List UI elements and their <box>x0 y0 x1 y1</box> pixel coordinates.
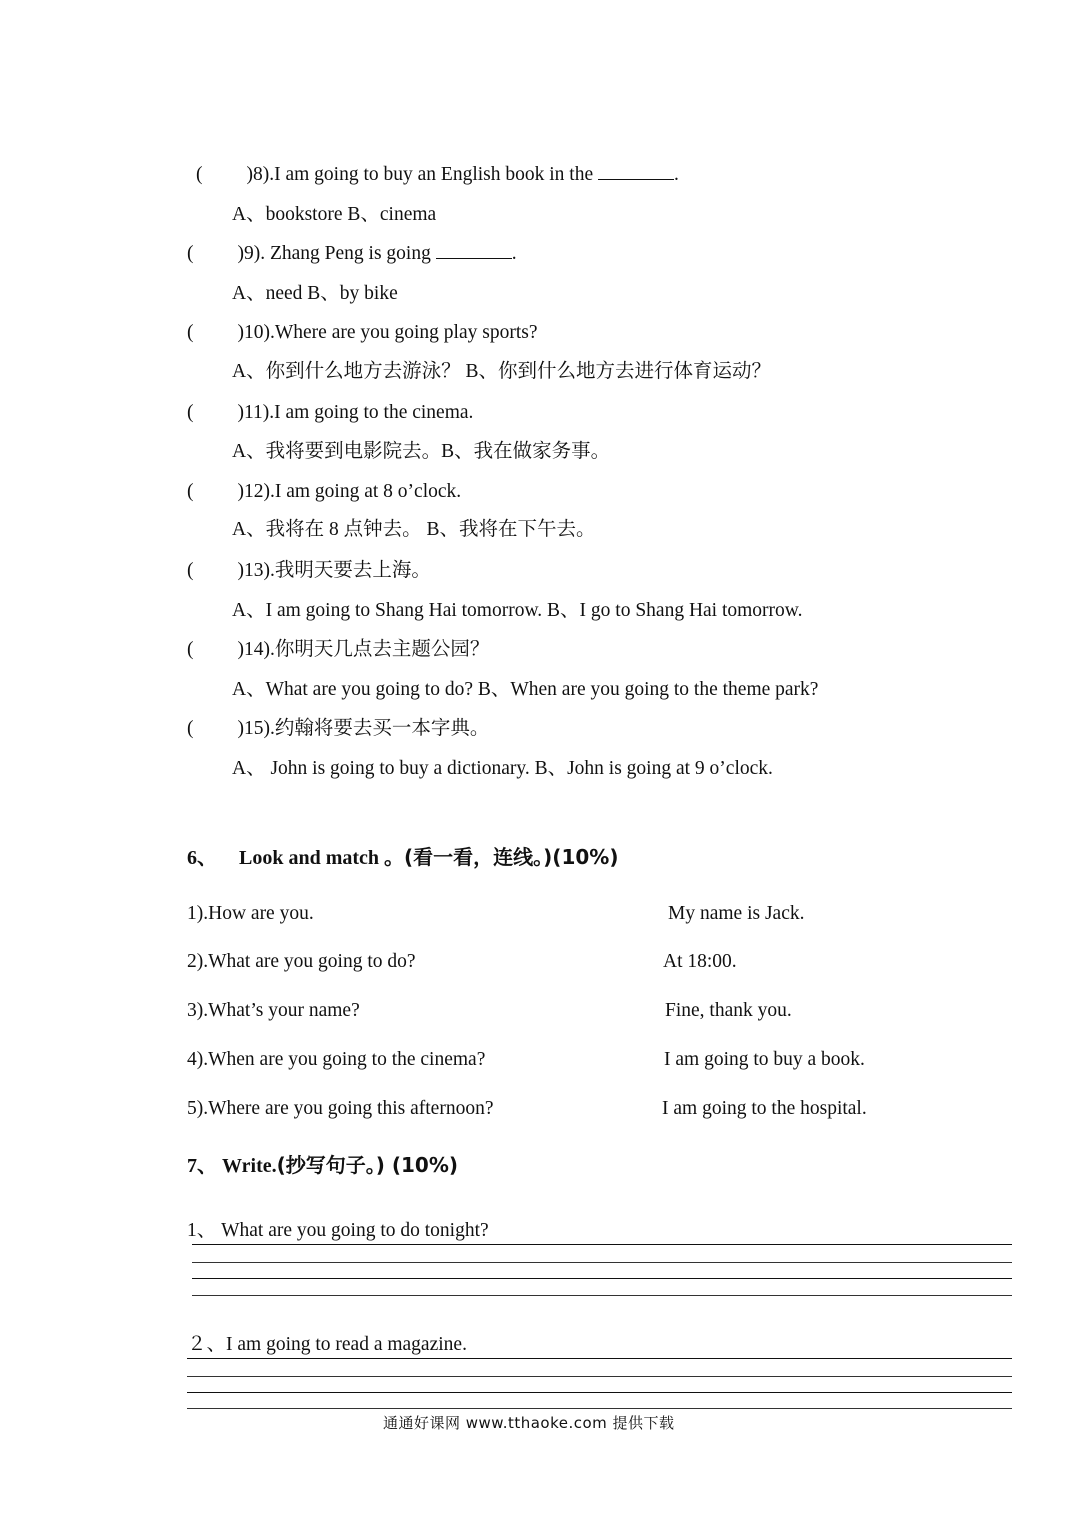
question-10 <box>187 321 537 345</box>
question-tail: . <box>511 243 517 264</box>
writing-line[interactable] <box>192 1295 1012 1296</box>
answer-paren[interactable]: ( <box>187 560 194 581</box>
section-title-cn: (抄写句子。) (10%) <box>276 1153 459 1177</box>
options-14: A、What are you going to do? B、When are you going to the theme park? <box>232 679 819 700</box>
writing-line[interactable] <box>187 1408 1012 1409</box>
match-left-5[interactable]: 5).Where are you going this afternoon? <box>187 1098 494 1119</box>
section-title-en: Look and match <box>239 847 380 869</box>
section-7-title <box>187 1152 458 1179</box>
question-text: )8).I am going to buy an English book in the <box>246 164 594 185</box>
writing-line[interactable] <box>187 1358 1012 1359</box>
match-left-3[interactable]: 3).What’s your name? <box>187 1000 360 1021</box>
match-left-4[interactable]: 4).When are you going to the cinema? <box>187 1049 486 1070</box>
answer-blank <box>598 163 674 180</box>
question-text: )9). Zhang Peng is going <box>237 243 431 264</box>
answer-paren[interactable]: ( <box>187 718 194 739</box>
question-text: )13).我明天要去上海。 <box>237 560 431 581</box>
match-right-4[interactable]: I am going to buy a book. <box>664 1049 865 1070</box>
match-left-1[interactable]: 1).How are you. <box>187 903 314 924</box>
question-8 <box>196 163 679 187</box>
answer-paren[interactable]: ( <box>196 164 203 185</box>
answer-blank <box>436 242 512 259</box>
answer-paren[interactable]: ( <box>187 639 194 660</box>
section-number: 6、 <box>187 847 217 869</box>
options-8: A、bookstore B、cinema <box>232 204 437 225</box>
section-title-cn: 。(看一看，连线。)(10%) <box>384 845 619 869</box>
write-sentence-2: ２、I am going to read a magazine. <box>187 1334 467 1355</box>
match-right-2[interactable]: At 18:00. <box>663 951 737 972</box>
writing-line[interactable] <box>192 1244 1012 1245</box>
writing-line[interactable] <box>192 1278 1012 1279</box>
options-12: A、我将在 8 点钟去。 B、我将在下午去。 <box>232 519 596 540</box>
writing-line[interactable] <box>187 1376 1012 1377</box>
options-9: A、need B、by bike <box>232 283 398 304</box>
question-text: )12).I am going at 8 o’clock. <box>237 481 462 502</box>
match-right-5[interactable]: I am going to the hospital. <box>662 1098 867 1119</box>
answer-paren[interactable]: ( <box>187 322 194 343</box>
write-sentence-1: 1、 What are you going to do tonight? <box>187 1220 489 1241</box>
section-number: 7、 <box>187 1155 217 1177</box>
match-right-1[interactable]: My name is Jack. <box>668 903 805 924</box>
question-text: )11).I am going to the cinema. <box>237 402 474 423</box>
question-text: )14).你明天几点去主题公园？ <box>237 639 490 660</box>
writing-line[interactable] <box>192 1262 1012 1263</box>
question-11 <box>187 401 473 425</box>
match-right-3[interactable]: Fine, thank you. <box>665 1000 792 1021</box>
question-9 <box>187 242 517 266</box>
question-15 <box>187 717 489 741</box>
answer-paren[interactable]: ( <box>187 481 194 502</box>
section-6-title <box>187 844 618 871</box>
question-14 <box>187 638 489 662</box>
question-12 <box>187 480 461 504</box>
options-10: A、你到什么地方去游泳？ B、你到什么地方去进行体育运动？ <box>232 361 771 382</box>
question-tail: . <box>674 164 679 185</box>
answer-paren[interactable]: ( <box>187 243 194 264</box>
question-text: )10).Where are you going play sports? <box>237 322 538 343</box>
options-11: A、我将要到电影院去。B、我在做家务事。 <box>232 441 611 462</box>
footer-text: 通通好课网 www.tthaoke.com 提供下载 <box>383 1414 675 1432</box>
options-13: A、I am going to Shang Hai tomorrow. B、I go to Shang Hai tomorrow. <box>232 600 803 621</box>
question-13 <box>187 559 431 583</box>
question-text: )15).约翰将要去买一本字典。 <box>237 718 490 739</box>
options-15: A、 John is going to buy a dictionary. B、John is going at 9 o’clock. <box>232 758 773 779</box>
answer-paren[interactable]: ( <box>187 402 194 423</box>
match-left-2[interactable]: 2).What are you going to do? <box>187 951 416 972</box>
section-title-en: Write. <box>222 1155 277 1177</box>
writing-line[interactable] <box>187 1392 1012 1393</box>
